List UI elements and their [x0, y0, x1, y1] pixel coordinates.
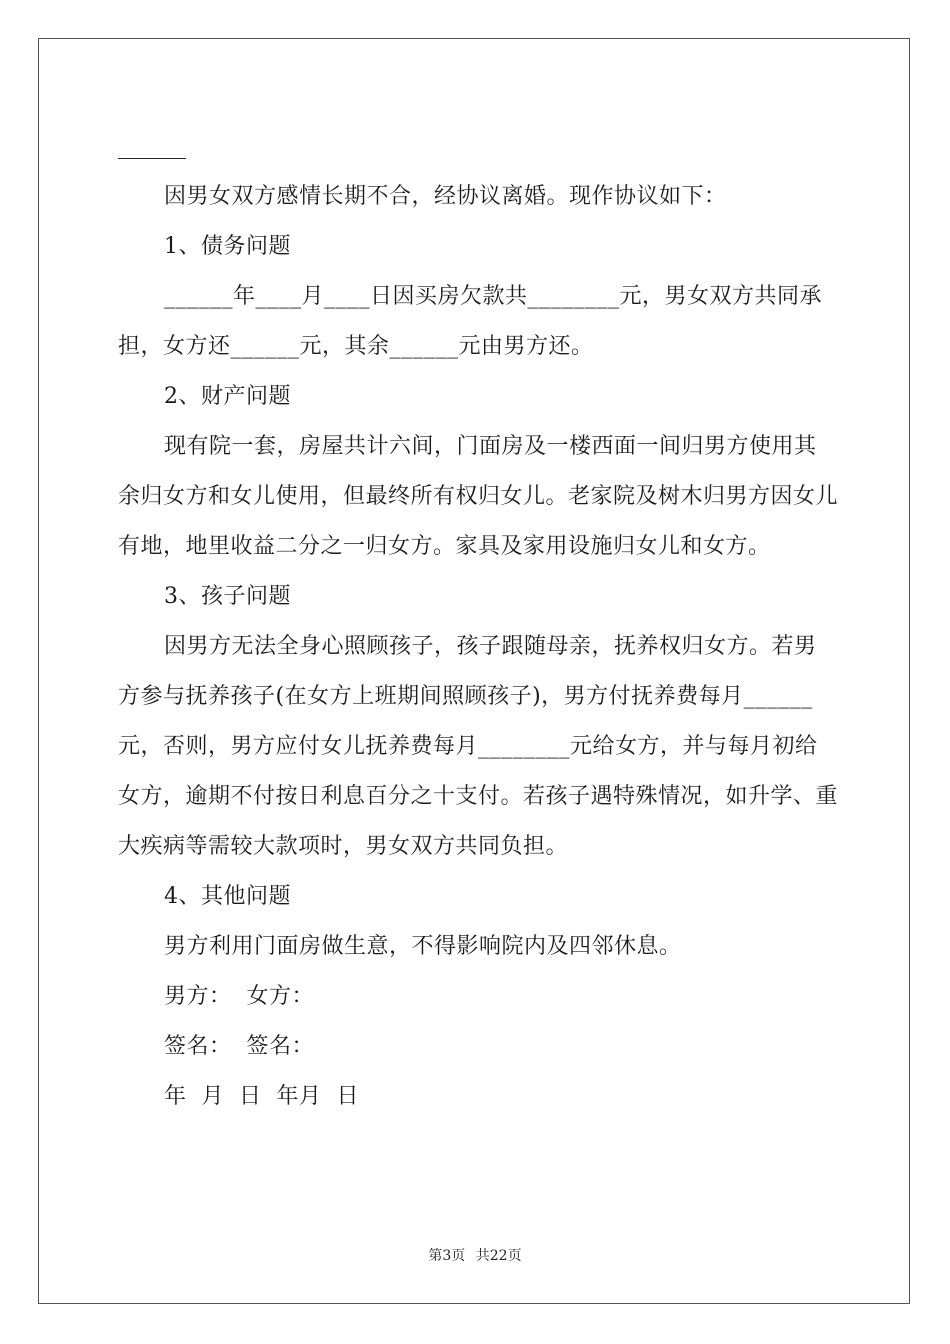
page-number: 第3页	[428, 1248, 466, 1264]
section-1-title: 1、债务问题	[164, 234, 291, 259]
section-2-title: 2、财产问题	[164, 384, 291, 409]
document-body	[118, 172, 838, 1122]
date-line: 年 月 日 年月 日	[164, 1084, 359, 1109]
section-4-text: 男方利用门面房做生意，不得影响院内及四邻休息。	[164, 934, 682, 959]
page-total: 共22页	[475, 1248, 522, 1264]
section-3-text: 因男方无法全身心照顾孩子，孩子跟随母亲，抚养权归女方。若男方参与抚养孩子(在女方上班期间照顾孩子)，男方付抚养费每月______元，否则，男方应付女儿抚养费每月________元给女方，并与每月初给女方，逾期不付按日利息百分之十支付。若孩子遇特殊情况，如升学、重大疾病等需较大款项时，男女双方共同负担。	[118, 634, 839, 859]
page-footer	[0, 1245, 950, 1265]
section-3-title: 3、孩子问题	[164, 584, 291, 609]
section-4-title: 4、其他问题	[164, 884, 291, 909]
section-1-text: ______年____月____日因买房欠款共________元，男女双方共同承担，女方还______元，其余______元由男方还。	[118, 284, 823, 359]
signature-line: 签名： 签名：	[164, 1034, 314, 1059]
section-2-text: 现有院一套，房屋共计六间，门面房及一楼西面一间归男方使用其余归女方和女儿使用，但最终所有权归女儿。老家院及树木归男方因女儿有地，地里收益二分之一归女方。家具及家用设施归女儿和女方。	[118, 434, 839, 559]
header-rule	[118, 158, 186, 159]
parties-line: 男方： 女方：	[164, 984, 314, 1009]
intro-paragraph: 因男女双方感情长期不合，经协议离婚。现作协议如下：	[164, 184, 727, 209]
